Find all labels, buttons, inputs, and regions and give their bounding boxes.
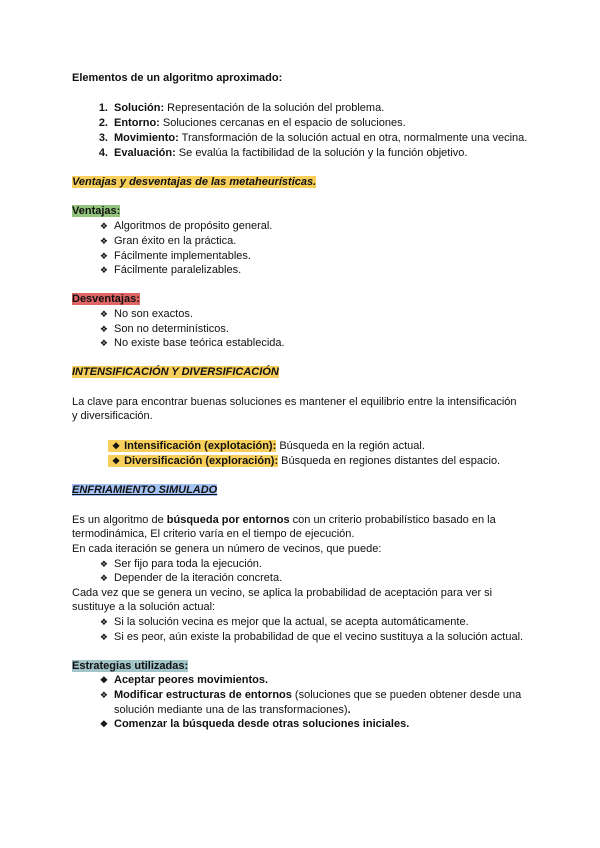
diamond-bullet-icon: ❖ (112, 441, 121, 451)
list-item: ❖ Aceptar peores movimientos. (72, 673, 268, 687)
list-item: 4. Evaluación: Se evalúa la factibilidad de la solución y la función objetivo. (98, 147, 468, 159)
diamond-bullet-icon: ❖ (99, 338, 108, 348)
list-item: ❖ Ser fijo para toda la ejecución. (72, 557, 262, 571)
desventajas-label: Desventajas: (72, 293, 140, 305)
paragraph-line: En cada iteración se genera un número de vecinos, que puede: (72, 543, 382, 555)
heading-enfriamiento: ENFRIAMIENTO SIMULADO (72, 484, 218, 496)
list-item: ❖ Fácilmente paralelizables. (72, 263, 241, 277)
ventajas-label: Ventajas: (72, 205, 121, 217)
diamond-bullet-icon: ❖ (99, 632, 108, 642)
list-item: ❖ Algoritmos de propósito general. (72, 219, 272, 233)
paragraph-line: sustituye a la solución actual: (72, 601, 216, 613)
list-item: ❖ No son exactos. (72, 307, 193, 321)
list-item: ❖ Comenzar la búsqueda desde otras soluciones iniciales. (72, 717, 409, 731)
list-item: ❖ No existe base teórica establecida. (72, 336, 285, 350)
diamond-bullet-icon: ❖ (99, 675, 108, 685)
list-item: ❖ Intensificación (explotación): Búsqueda en la región actual. (72, 439, 425, 453)
diamond-bullet-icon: ❖ (112, 456, 121, 466)
list-item: ❖ Si es peor, aún existe la probabilidad de que el vecino sustituya a la solución actual. (72, 630, 523, 644)
diamond-bullet-icon: ❖ (99, 573, 108, 583)
heading-ventajas-desventajas: Ventajas y desventajas de las metaheurísticas. (72, 176, 317, 188)
list-item: 2. Entorno: Soluciones cercanas en el espacio de soluciones. (98, 117, 406, 129)
heading-elements: Elementos de un algoritmo aproximado: (72, 72, 283, 84)
diamond-bullet-icon: ❖ (99, 324, 108, 334)
diamond-bullet-icon: ❖ (99, 265, 108, 275)
list-item: ❖ Modificar estructuras de entornos (soluciones que se pueden obtener desde una (72, 688, 521, 702)
list-item-continuation: solución mediante una de las transformaciones). (114, 704, 351, 716)
paragraph-line: La clave para encontrar buenas soluciones es mantener el equilibrio entre la intensificación (72, 396, 517, 408)
list-item: ❖ Diversificación (exploración): Búsqueda en regiones distantes del espacio. (72, 454, 500, 468)
diamond-bullet-icon: ❖ (99, 309, 108, 319)
paragraph-line: Cada vez que se genera un vecino, se aplica la probabilidad de aceptación para ver si (72, 587, 493, 599)
paragraph-line: Es un algoritmo de búsqueda por entornos con un criterio probabilístico basado en la (72, 514, 496, 526)
diamond-bullet-icon: ❖ (99, 690, 108, 700)
strategies-label: Estrategias utilizadas: (72, 660, 189, 672)
diamond-bullet-icon: ❖ (99, 221, 108, 231)
paragraph-line: termodinámica, El criterio varía en el tiempo de ejecución. (72, 528, 355, 540)
list-item: ❖ Gran éxito en la práctica. (72, 234, 236, 248)
diamond-bullet-icon: ❖ (99, 251, 108, 261)
diamond-bullet-icon: ❖ (99, 617, 108, 627)
list-item: ❖ Fácilmente implementables. (72, 249, 251, 263)
diamond-bullet-icon: ❖ (99, 719, 108, 729)
diamond-bullet-icon: ❖ (99, 236, 108, 246)
list-item: ❖ Depender de la iteración concreta. (72, 571, 282, 585)
list-item: ❖ Si la solución vecina es mejor que la actual, se acepta automáticamente. (72, 615, 469, 629)
heading-intensificacion: INTENSIFICACIÓN Y DIVERSIFICACIÓN (72, 366, 279, 378)
list-item: 3. Movimiento: Transformación de la solución actual en otra, normalmente una vecina. (98, 132, 528, 144)
diamond-bullet-icon: ❖ (99, 559, 108, 569)
list-item: 1. Solución: Representación de la solución del problema. (98, 102, 385, 114)
list-item: ❖ Son no determinísticos. (72, 322, 229, 336)
paragraph-line: y diversificación. (72, 410, 153, 422)
